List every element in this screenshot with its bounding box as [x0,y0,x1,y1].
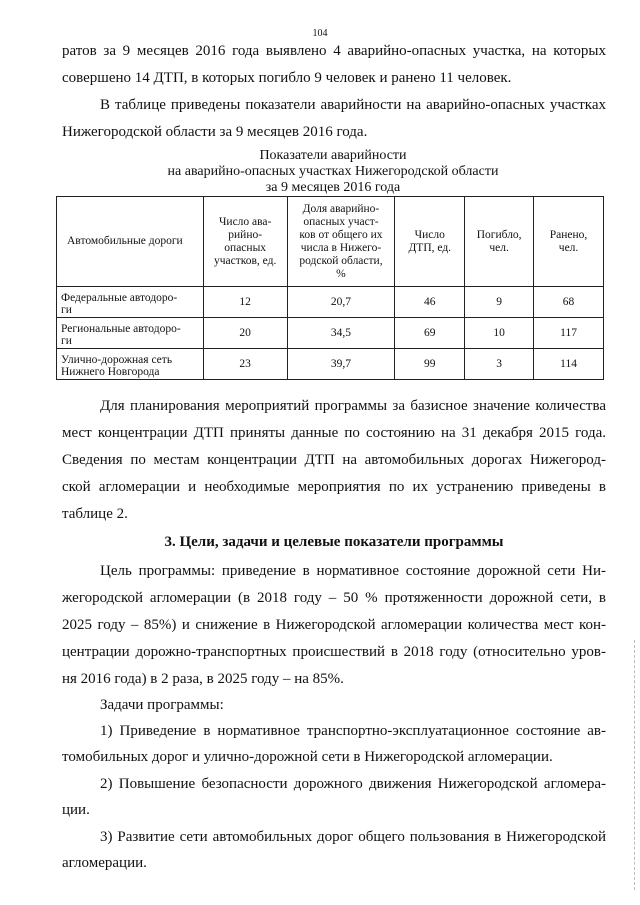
planning-line-1: Для планирования мероприятий программы за базисное значение количества [100,398,606,414]
header-road: Автомобильные дороги [57,197,204,287]
table-row [57,349,604,380]
task1-line-1: 1) Приведение в нормативное транспортно-эксплуатационное состояние ав- [100,723,606,739]
header-dtp: Число ДТП, ед. [395,197,465,287]
table-caption-line-1: Показатели аварийности [259,148,407,163]
row-killed: 10 [465,318,534,349]
task3-line-2: агломерации. [62,855,147,871]
planning-line-5: таблице 2. [62,506,128,522]
row-dtp: 69 [395,318,465,349]
task1-line-2: томобильных дорог и улично-дорожной сети в Нижегородской агломерации. [62,749,553,765]
row-road: Улично-дорожная сеть Нижнего Новгорода [57,349,204,380]
header-injured: Ранено, чел. [534,197,604,287]
tasks-label: Задачи программы: [100,697,224,713]
row-share: 34,5 [287,318,395,349]
goal-line-1: Цель программы: приведение в нормативное состояние дорожной сети Ни- [100,563,606,579]
header-share: Доля аварийно- опасных участ- ков от общего их числа в Нижего- родской области, % [287,197,395,287]
table-row [57,287,604,318]
row-road: Федеральные автодоро- ги [57,287,204,318]
intro-line-1: ратов за 9 месяцев 2016 года выявлено 4 аварийно-опасных участка, на которых [62,43,606,59]
table-caption-line-3: за 9 месяцев 2016 года [265,180,401,195]
row-injured: 114 [534,349,604,380]
task3-line-1: 3) Развитие сети автомобильных дорог общего пользования в Нижегородской [100,829,606,845]
row-dtp: 46 [395,287,465,318]
planning-line-3: Сведения по местам концентрации ДТП на автомобильных дорогах Нижегород- [62,452,606,468]
row-count: 20 [203,318,287,349]
row-road: Региональные автодоро- ги [57,318,204,349]
accident-stats-table [56,196,604,380]
goal-line-2: жегородской агломерации (в 2018 году – 50 % протяженности дорожной сети, в [62,590,606,606]
intro-line-3: В таблице приведены показатели аварийности на аварийно-опасных участках [100,97,606,113]
header-killed: Погибло, чел. [465,197,534,287]
planning-line-2: мест концентрации ДТП приняты данные по состоянию на 31 декабря 2015 года. [62,425,606,441]
row-count: 23 [203,349,287,380]
table-header-row [57,197,604,287]
header-count: Число ава- рийно- опасных участков, ед. [203,197,287,287]
row-killed: 9 [465,287,534,318]
planning-line-4: ской агломерации и необходимые мероприятия по их устранению приведены в [62,479,606,495]
row-killed: 3 [465,349,534,380]
row-injured: 117 [534,318,604,349]
task2-line-2: ции. [62,802,90,818]
goal-line-4: центрации дорожно-транспортных происшествий в 2018 году (относительно уров- [62,644,606,660]
intro-line-2: совершено 14 ДТП, в которых погибло 9 человек и ранено 11 человек. [62,70,512,86]
row-dtp: 99 [395,349,465,380]
row-count: 12 [203,287,287,318]
section-heading: 3. Цели, задачи и целевые показатели программы [164,534,504,550]
row-share: 20,7 [287,287,395,318]
table-row [57,318,604,349]
intro-line-4: Нижегородской области за 9 месяцев 2016 года. [62,124,368,140]
goal-line-5: ня 2016 года) в 2 раза, в 2025 году – на 85%. [62,671,344,687]
row-share: 39,7 [287,349,395,380]
row-injured: 68 [534,287,604,318]
page-number: 104 [312,28,328,39]
scan-edge-mark [634,640,636,890]
task2-line-1: 2) Повышение безопасности дорожного движения Нижегородской агломера- [100,776,606,792]
goal-line-3: 2025 году – 85%) и снижение в Нижегородской агломерации количества мест кон- [62,617,606,633]
table-caption-line-2: на аварийно-опасных участках Нижегородской области [167,164,499,179]
